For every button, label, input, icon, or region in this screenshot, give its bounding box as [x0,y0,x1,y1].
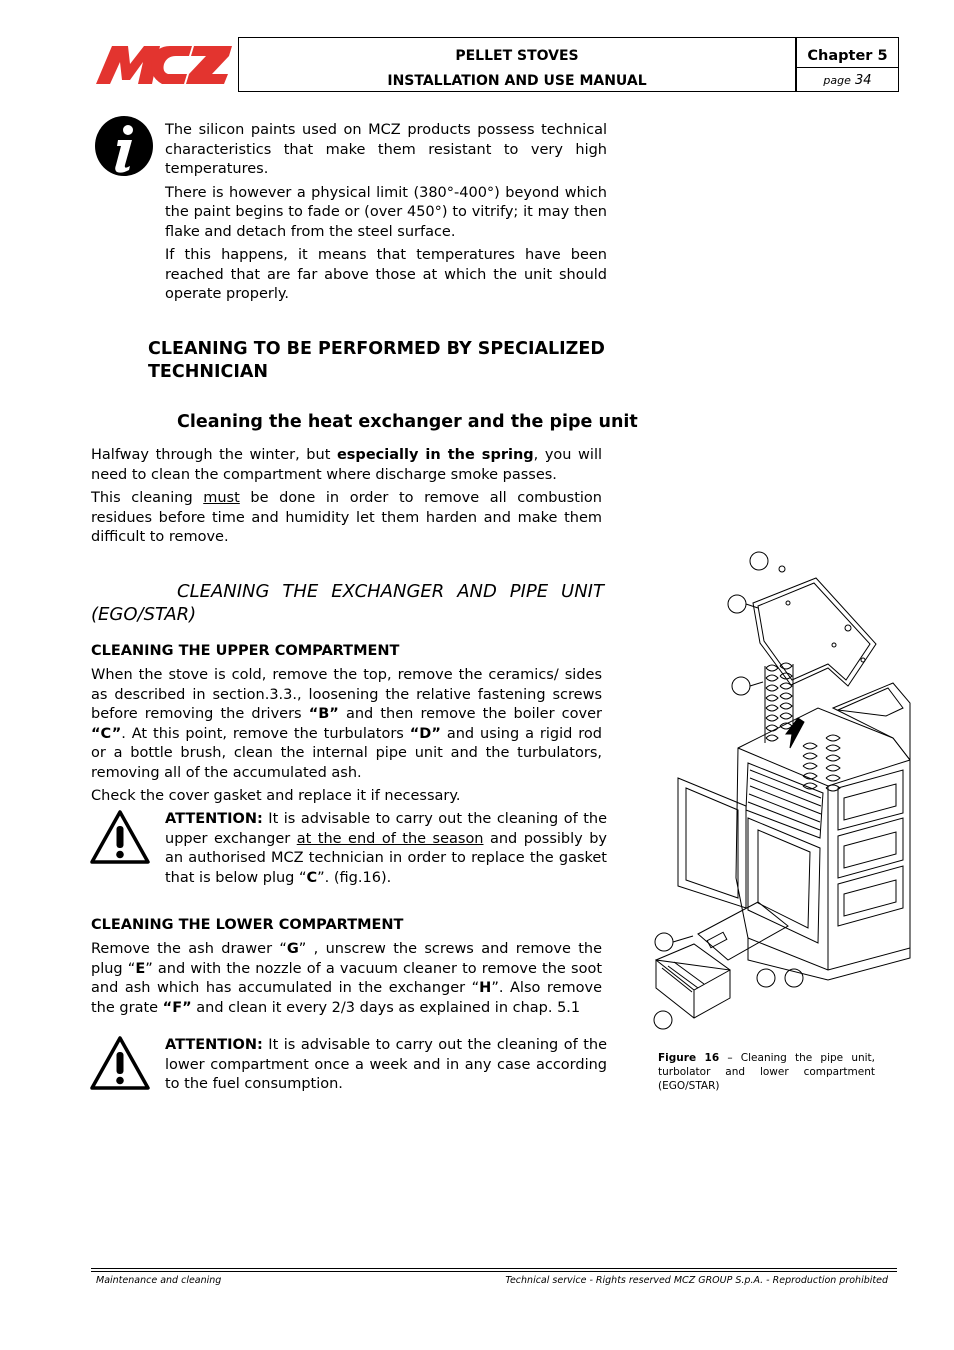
figure-caption-text: – Cleaning the pipe unit, turbolator and lower compartment (EGO/STAR) [658,1052,875,1092]
chapter-box [796,37,899,92]
upper-attention: ATTENTION: It is advisable to carry out the cleaning of the upper exchanger at the end of the season and possibly by an authorised MCZ technician in order to replace the gasket that is below plug “C”. (fig.16). [165,811,607,886]
section-title-line2: TECHNICIAN [148,362,269,382]
intro-paragraph-2: This cleaning must be done in order to remove all combustion residues before time and humidity let them harden and make them difficult to remove. [91,490,602,545]
info-paragraph: The silicon paints used on MCZ products possess technical characteristics that make them resistant to very high temperatures. [165,122,607,177]
upper-paragraph: When the stove is cold, remove the top, remove the ceramics/ sides as described in section.3.3., loosening the relative fastening screws before removing the drivers “B” and then remove the boiler cover “C”. At this point, remove the turbulators “D” and using a rigid rod or a bottle brush, clean the internal pipe unit and the turbulators, removing all of the accumulated ash. [91,667,602,781]
lower-heading: CLEANING THE LOWER COMPARTMENT [91,917,404,933]
figure-caption [658,1051,875,1093]
italic-heading [91,580,604,626]
lower-text [91,940,602,1022]
info-paragraph: If this happens, it means that temperatures have been reached that are far above those at which the unit should operate properly. [165,247,607,302]
header-title-line1: PELLET STOVES [455,48,579,64]
header-title-line2: INSTALLATION AND USE MANUAL [387,73,647,89]
mcz-logo-graphic [92,40,234,88]
footer-rule [91,1271,897,1272]
footer-right: Technical service - Rights reserved MCZ GROUP S.p.A. - Reproduction prohibited [505,1275,888,1286]
page-indicator [797,73,898,88]
info-paragraph: There is however a physical limit (380°-400°) beyond which the paint begins to fade or (over 450°) to vitrify; it may then flake and detach from the steel surface. [165,184,607,240]
section-title [148,338,605,384]
intro-paragraph-1: Halfway through the winter, but especially in the spring, you will need to clean the compartment where discharge smoke passes. [91,447,602,483]
page-number: 34 [855,73,872,88]
info-note-text [165,121,607,309]
upper-heading: CLEANING THE UPPER COMPARTMENT [91,643,400,659]
figure-label: Figure 16 [658,1052,720,1064]
warning-icon [89,809,151,865]
header-title-box [238,37,796,92]
info-icon [94,115,154,177]
upper-text [91,666,602,811]
footer-left: Maintenance and cleaning [96,1275,222,1286]
upper-check: Check the cover gasket and replace it if necessary. [91,788,461,804]
footer-rule [91,1268,897,1269]
intro-text [91,446,602,552]
lower-attention: ATTENTION: It is advisable to carry out the cleaning of the lower compartment once a week and in any case according to the fuel consumption. [165,1037,607,1092]
warning-icon [89,1035,151,1091]
page-prefix: page [823,74,851,87]
italic-heading-line1: CLEANING THE EXCHANGER AND PIPE UNIT [177,581,604,602]
chapter-label: Chapter 5 [807,48,888,64]
subsection-title: Cleaning the heat exchanger and the pipe unit [177,412,638,432]
italic-heading-line2: (EGO/STAR) [91,604,197,625]
lower-paragraph: Remove the ash drawer “G” , unscrew the screws and remove the plug “E” and with the nozzle of a vacuum cleaner to remove the soot and ash which has accumulated in the exchanger “H”. Also remove the grate “F” and clean it every 2/3 days as explained in chap. 5.1 [91,941,603,1016]
figure-16-drawing [648,548,928,1032]
logo [92,40,234,88]
section-title-line1: CLEANING TO BE PERFORMED BY SPECIALIZED [148,339,605,359]
